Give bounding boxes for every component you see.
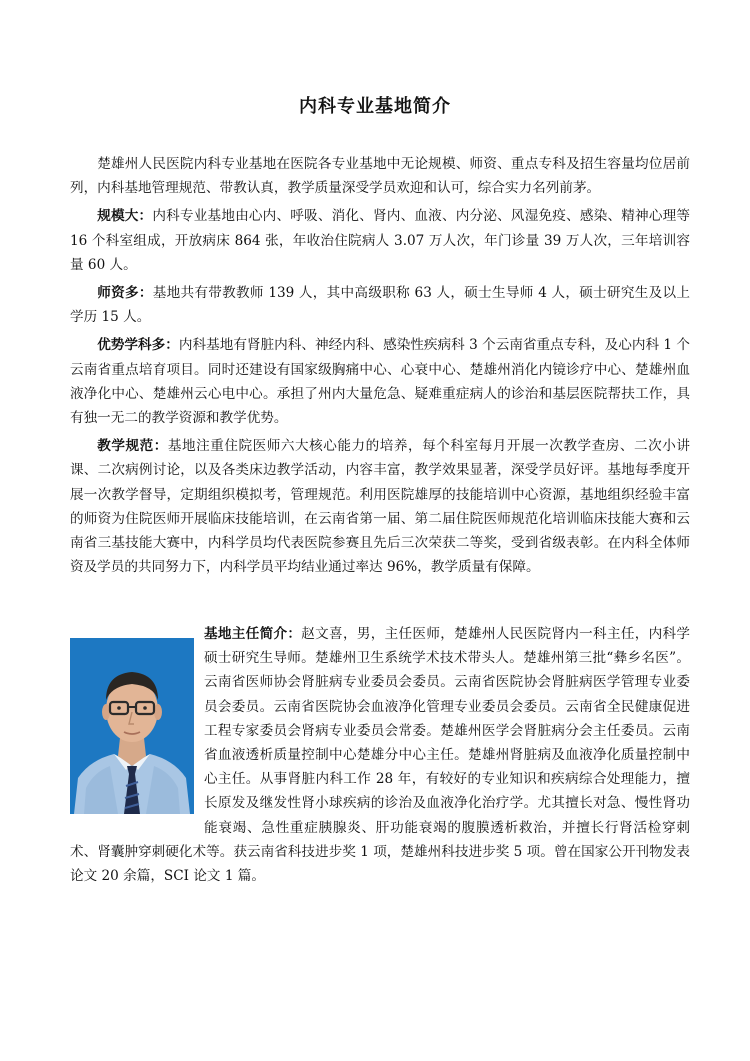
disciplines-paragraph	[70, 333, 690, 430]
scale-paragraph	[70, 204, 690, 277]
faculty-paragraph	[70, 281, 690, 329]
intro-paragraph	[70, 152, 690, 200]
disciplines-text: 内科基地有肾脏内科、神经内科、感染性疾病科 3 个云南省重点专科，及心内科 1 个云南省重点培育项目。同时还建设有国家级胸痛中心、心衰中心、楚雄州消化内镜诊疗中心、楚雄州血液净化中心、楚雄州云心电中心。承担了州内大量危急、疑难重症病人的诊治和基层医院帮扶工作，具有独一无二的教学资源和教学优势。	[70, 337, 690, 427]
director-label: 基地主任简介：	[204, 626, 302, 642]
scale-label: 规模大：	[97, 208, 153, 225]
scale-text: 内科专业基地由心内、呼吸、消化、肾内、血液、内分泌、风湿免疫、感染、精神心理等 16 个科室组成，开放病床 864 张，年收治住院病人 3.07 万人次，年门诊量 39 万人次，三年培训容量 60 人。	[70, 208, 691, 273]
disciplines-label: 优势学科多：	[97, 337, 179, 354]
director-photo	[70, 638, 194, 814]
director-text: 赵文喜，男，主任医师，楚雄州人民医院肾内一科主任，内科学硕士研究生导师。楚雄州卫生系统学术技术带头人。楚雄州第三批“彝乡名医”。云南省医师协会肾脏病专业委员会委员。云南省医院协会肾脏病医学管理专业委员会委员。云南省医院协会血液净化管理专业委员会委员。云南省全民健康促进工程专家委员会肾病专业委员会常委。楚雄州医学会肾脏病分会主任委员。云南省血液透析质量控制中心楚雄分中心主任。楚雄州肾脏病及血液净化质量控制中心主任。从事肾脏内科工作 28 年，有较好的专业知识和疾病综合处理能力，擅长原发及继发性肾小球疾病的诊治及血液净化治疗学。尤其擅长对急、慢性肾功能衰竭、急性重症胰腺炎、肝功能衰竭的腹膜透析救治，并擅长行肾活检穿刺术、肾囊肿穿刺硬化术等。获云南省科技进步奖 1 项，楚雄州科技进步奖 5 项。曾在国家公开刊物发表论文 20 余篇，SCI 论文 1 篇。	[70, 626, 691, 885]
page-title: 内科专业基地简介	[299, 96, 451, 117]
faculty-label: 师资多：	[97, 285, 153, 302]
director-section	[70, 622, 690, 888]
teaching-label: 教学规范：	[97, 438, 168, 455]
intro-section	[70, 152, 690, 583]
faculty-text: 基地共有带教教师 139 人，其中高级职称 63 人，硕士生导师 4 人，硕士研究生及以上学历 15 人。	[70, 285, 691, 326]
teaching-paragraph	[70, 434, 690, 579]
teaching-text: 基地注重住院医师六大核心能力的培养，每个科室每月开展一次教学查房、二次小讲课、二次病例讨论，以及各类床边教学活动，内容丰富，教学效果显著，深受学员好评。基地每季度开展一次教学督导，定期组织模拟考，管理规范。利用医院雄厚的技能培训中心资源，基地组织经验丰富的师资为住院医师开展临床技能培训，在云南省第一届、第二届住院医师规范化培训临床技能大赛和云南省三基技能大赛中，内科学员均代表医院参赛且先后三次荣获二等奖，受到省级表彰。在内科全体师资及学员的共同努力下，内科学员平均结业通过率达 96%，教学质量有保障。	[70, 438, 691, 576]
intro-text: 楚雄州人民医院内科专业基地在医院各专业基地中无论规模、师资、重点专科及招生容量均位居前列，内科基地管理规范、带教认真，教学质量深受学员欢迎和认可，综合实力名列前茅。	[70, 156, 690, 197]
